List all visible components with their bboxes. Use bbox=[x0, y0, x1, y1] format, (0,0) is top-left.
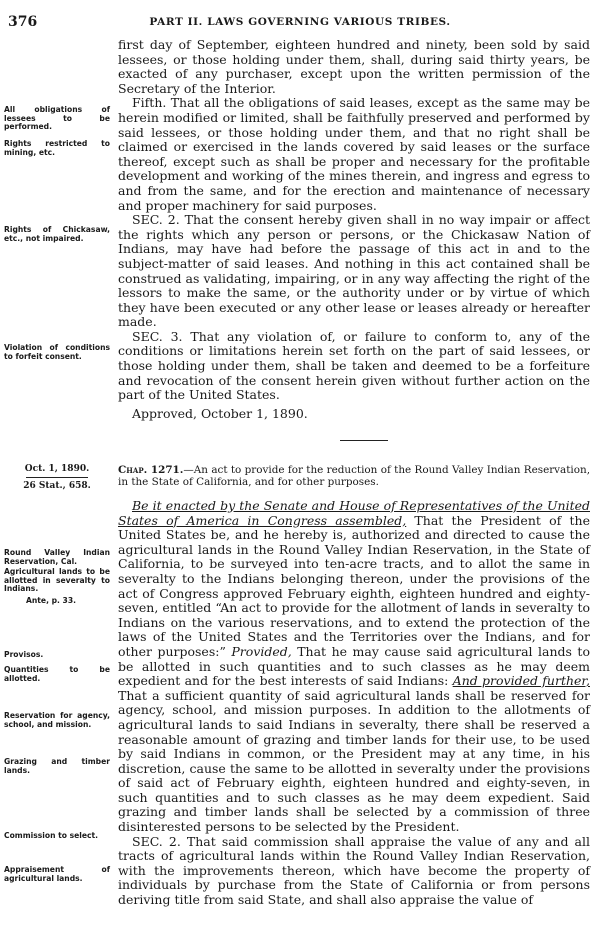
margin-note-ante: Ante, p. 33. bbox=[26, 596, 77, 605]
enacting-paragraph bbox=[118, 499, 590, 835]
paragraph-fifth: Fifth. That all the obligations of said leases, except as the same may be herein modified or limited, shall be faithfully preserved and performed by said lessees, or those holding under them, and that no right shall be claimed or exercised in the lands covered by said leases or the surface thereof, except such as shall be proper and necessary for the profitable development and working of the mines therein, and ingress and egress to and from the same, and for the erection and maintenance of necessary and proper machinery for said purposes. bbox=[118, 95, 590, 213]
page-header bbox=[8, 14, 592, 32]
paragraph-section-2: SEC. 2. That the consent hereby given shall in no way impair or affect the rights which any person or persons, or the Chickasaw Nation of Indians, may have had before the passage of this act in and to the subject-matter of said leases. And nothing in this act contained shall be construed as validating, impairing, or in any way affecting the right of the lessors to make the same, or the authority under or by virtue of which they have been executed or any other lease or leases already or hereafter made. bbox=[118, 212, 590, 330]
margin-note-chickasaw: Rights of Chickasaw, etc., not impaired. bbox=[4, 225, 110, 243]
margin-note-reservation: Reservation for agency, school, and mission. bbox=[4, 711, 110, 729]
proviso-1-text: That he may cause said agricultural lands to be allotted in such quantities and to such classes as he may deem expedient and for the best interests of said Indians: bbox=[118, 643, 590, 689]
chapter-heading bbox=[118, 464, 590, 488]
citation-rule bbox=[26, 477, 88, 478]
paragraph-continuation: first day of September, eighteen hundred and ninety, been sold by said lessees, or those holding under them, shall, during said thirty years, be exacted of any purchaser, except upon the written permission of the Secretary of the Interior. bbox=[118, 37, 590, 96]
margin-note-round-valley: Round Valley Indian Reservation, Cal. bbox=[4, 548, 110, 566]
margin-note-rights-restricted: Rights restricted to mining, etc. bbox=[4, 139, 110, 157]
enacting-clause: Be it enacted by the Senate and House of Representatives of the United States of America in Congress assembled, bbox=[118, 498, 590, 528]
proviso-2-text: That a sufficient quantity of said agricultural lands shall be reserved for agency, school, and mission purposes. In addition to the allotments of agricultural lands to said Indians in severalty, there shall be reserved a reasonable amount of grazing and timber lands for their use, to be used by said Indians in common, or the President may at any time, in his discretion, cause the same to be allotted in severalty under the provisions of said act of February eighth, eighteen hundred and eighty-seven, in such quantities and to such classes as he may deem expedient. Said grazing and timber lands shall be selected by a commission of three disinterested persons to be selected by the President. bbox=[118, 687, 590, 835]
proviso-2-label: And provided further, bbox=[452, 673, 590, 689]
citation-date: Oct. 1, 1890. bbox=[24, 464, 90, 474]
margin-note-grazing: Grazing and timber lands. bbox=[4, 757, 110, 775]
margin-note-violation: Violation of conditions to forfeit consent. bbox=[4, 343, 110, 361]
margin-note-obligations: All obligations of lessees to be performed. bbox=[4, 105, 110, 132]
proviso-1-label: Provided, bbox=[231, 643, 292, 659]
paragraph-section-2b: SEC. 2. That said commission shall appraise the value of any and all tracts of agricultural lands within the Round Valley Indian Reservation, with the improvements thereon, which have become the property of individuals by purchase from the State of California or from persons deriving title from said State, and shall also appraise the value of bbox=[118, 833, 590, 908]
margin-note-provisos: Provisos. bbox=[4, 650, 44, 659]
chapter-title: —An act to provide for the reduction of the Round Valley Indian Reservation, in the State of California, and for other purposes. bbox=[118, 464, 590, 488]
page-number: 376 bbox=[8, 14, 38, 30]
paragraph-section-3: SEC. 3. That any violation of, or failure to conform to, any of the conditions or limitations herein set forth on the part of said lessees, or those holding under them, shall be taken and deemed to be a forfeiture and revocation of the consent herein given without further action on the part of the United States. bbox=[118, 328, 590, 403]
approval-date: Approved, October 1, 1890. bbox=[132, 405, 308, 421]
margin-note-appraisement: Appraisement of agricultural lands. bbox=[4, 865, 110, 883]
main-text-upper bbox=[118, 38, 590, 421]
chapter-label: Chap. 1271. bbox=[118, 464, 184, 476]
margin-note-quantities: Quantities to be allotted. bbox=[4, 665, 110, 683]
section-divider bbox=[340, 440, 388, 441]
margin-note-agricultural: Agricultural lands to be allotted in severalty to Indians. bbox=[4, 567, 110, 594]
margin-note-commission: Commission to select. bbox=[4, 831, 99, 840]
enacting-body: That the President of the United States be, and he hereby is, authorized and directed to cause the agricultural lands in the Round Valley Indian Reservation, in the State of California, to be surveyed into ten-acre tracts, and to allot the same in severalty to the Indians belonging thereon, under the provisions of the act of Congress approved February eighth, eighteen hundred and eighty-seven, entitled “An act to provide for the allotment of lands in severalty to Indians on the various reservations, and to extend the protection of the laws of the United States and the Territories over the Indians, and for other purposes:” bbox=[118, 512, 590, 659]
running-head: PART II. LAWS GOVERNING VARIOUS TRIBES. bbox=[149, 16, 451, 28]
citation-stat: 26 Stat., 658. bbox=[23, 481, 91, 491]
main-text-lower bbox=[118, 499, 590, 908]
